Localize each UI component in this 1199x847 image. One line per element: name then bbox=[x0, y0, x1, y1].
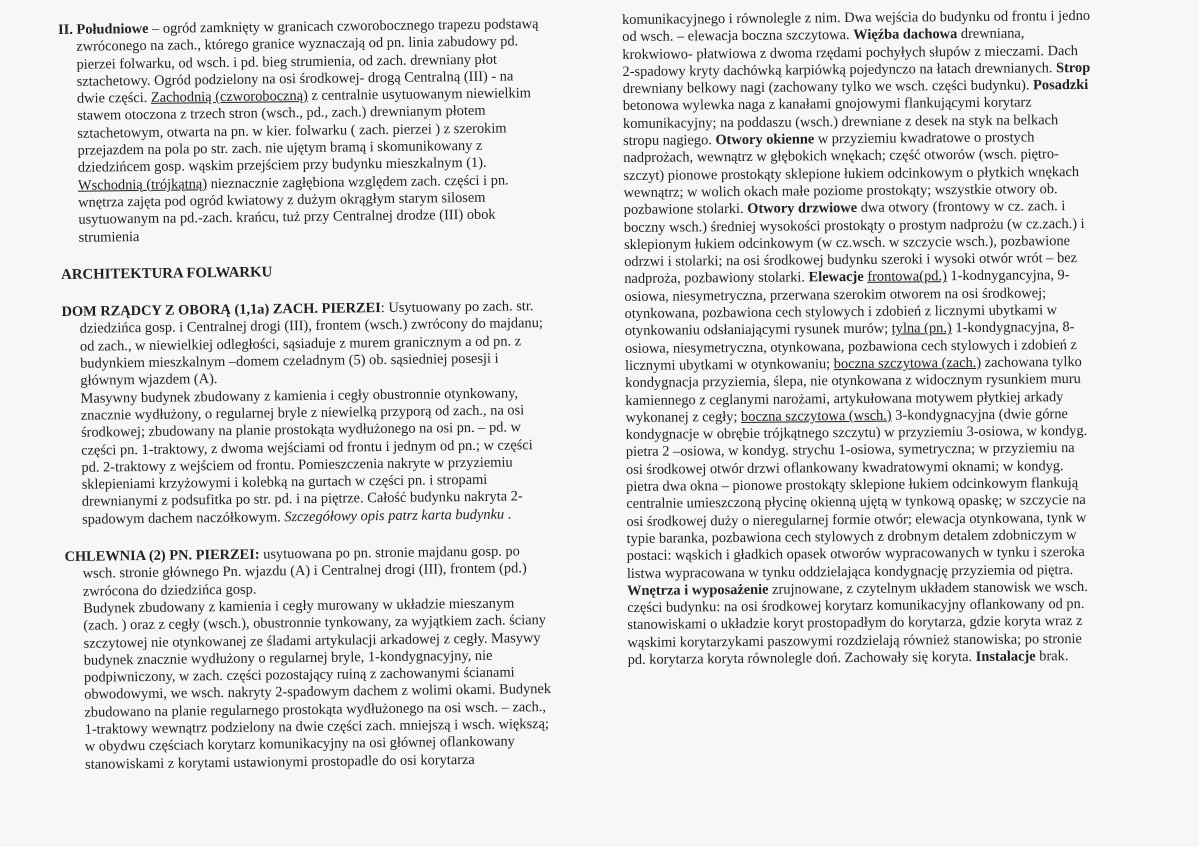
text: osi środkowej duży o nieregularnej formie otwór; elewacja otynkowana, tynk w bbox=[626, 509, 1087, 530]
text-line: Masywny budynek zbudowany z kamienia i cegły obustronnie otynkowany, bbox=[80, 385, 519, 407]
text-line: od zach., w niewielkiej odległości, sąsiaduje z murem granicznym a od pn. z bbox=[79, 333, 522, 355]
text: pozbawione stolarki. bbox=[623, 201, 748, 219]
text: spadowym dachem naczółkowym. bbox=[81, 508, 285, 528]
text-line: budynek znacznie wydłużony o regularnej bryle, 1-kondygnacyjny, nie bbox=[83, 647, 493, 669]
text: krokwiowo- płatwiowa z dwoma rzędami pochyłych słupów z mieczami. Dach bbox=[622, 42, 1078, 63]
text: wykonanej z cegły; bbox=[625, 408, 742, 426]
text-line: wnętrza zajęta pod ogród kwiatowy z dużym okrągłym starym silosem bbox=[78, 189, 486, 211]
text: drewniany belkowy nagi (zachowany tylko we wsch. części budynku). bbox=[622, 77, 1034, 98]
text: pd. korytarza koryta równolegle doń. Zachowały się koryta. bbox=[627, 648, 976, 668]
underlined-term: boczna szczytowa (wsch.) bbox=[740, 407, 892, 425]
text: nieznacznie zagłębiona względem zach. części i pn. bbox=[206, 172, 509, 192]
text: stanowiskami o układzie koryt prostopadłym do korytarza, gdzie koryta wraz z bbox=[627, 613, 1083, 634]
text-line: zwróconego na zach., którego granice wyznaczają od pn. linia zabudowy pd. bbox=[76, 33, 519, 56]
text: 3-kondygnacyjna (dwie górne bbox=[891, 405, 1068, 424]
text: 1-kodnygancyjna, 9- bbox=[946, 267, 1070, 285]
text: sklepionym łukiem odcinkowym (w cz.wsch. w szczycie wsch.), pozbawione bbox=[623, 232, 1071, 253]
section-heading: ARCHITEKTURA FOLWARKU bbox=[60, 264, 273, 283]
text: w przyziemiu kwadratowe o prostych bbox=[814, 129, 1035, 148]
text: pietra 2 –osiowa, w kondyg. strychu 1-osiowa, symetryczna; w przyziemiu na bbox=[625, 440, 1075, 461]
right-column bbox=[622, 7, 1150, 669]
poludniowe-body bbox=[58, 33, 592, 247]
text-line: części pn. 1-traktowy, z dwoma wejściami od frontu i jednym od pn.; w części bbox=[81, 436, 533, 459]
text: 1-kondygnacyjna, 8- bbox=[951, 319, 1075, 337]
left-column bbox=[58, 16, 599, 774]
text: centralnie umieszczoną płycinę okienną ujętą w tynkową opaskę; w szczycie na bbox=[626, 492, 1086, 513]
text-line: stawem otoczona z trzech stron (wsch., pd., zach.) drewnianym płotem bbox=[77, 103, 486, 125]
text: z centralnie usytuowanym niewielkim bbox=[307, 85, 531, 105]
underlined-term: tylna (pn.) bbox=[891, 320, 952, 338]
text-line: podpiwniczony, w zach. części pozostający ruiną z zachowanymi ścianami bbox=[83, 664, 515, 686]
text-line: 1-traktowy wewnątrz podzielony na dwie części zach. mniejszą i wsch. większą; bbox=[84, 716, 550, 738]
text: odrzwi i stolarki; na osi środkowej budynku szeroki i wysoki otwór wrót – bez bbox=[624, 250, 1078, 271]
text-line: (zach. ) oraz z cegły (wsch.), obustronnie tynkowany, za wyjątkiem zach. ściany bbox=[83, 612, 547, 634]
text-line: zwrócona do dziedzińca gosp. bbox=[82, 581, 257, 600]
dom-title: DOM RZĄDCY Z OBORĄ (1,1a) ZACH. PIERZEI bbox=[61, 300, 381, 321]
text: kondygnacje w obrębie trójkątnego szczytu) w przyziemiu 3-osiowa, w kondyg. bbox=[625, 423, 1088, 444]
text-line: dziedzińcem gosp. wąskim przejściem przy budynku mieszkalnym (1). bbox=[77, 155, 487, 177]
text-line: pierzei folwarku, od wsch. i pd. bieg strumienia, od zach. drewniany płot bbox=[76, 51, 497, 73]
text-line: sztachetowy. Ogród podzielony na osi środkowej- drogą Centralną (III) - na bbox=[76, 68, 514, 90]
text-line: szczytowej nie otynkowanej ze śladami artykulacji arkadowej z cegły. Masywy bbox=[83, 629, 541, 652]
zachodnia-label: Zachodnią (czworoboczną) bbox=[150, 88, 308, 107]
chlewnia-body bbox=[65, 560, 599, 774]
text-line: drewnianymi z podsufitka po str. pd. i na piętrze. Całość budynku nakryta 2- bbox=[81, 488, 523, 511]
text: : Usytuowany po zach. str. bbox=[380, 298, 534, 317]
text-line: sztachetowym, otwarta na pn. w kier. folwarku ( zach. pierzei ) z szerokim bbox=[77, 120, 507, 142]
detail-reference: Szczegółowy opis patrz karta budynku bbox=[284, 506, 505, 525]
text: komunikacyjny; na poddaszu (wsch.) drewniane z desek na styk na belkach bbox=[622, 111, 1059, 132]
text: zachowana tylko bbox=[981, 353, 1082, 371]
text: stropu nagiego. bbox=[623, 132, 716, 150]
text-line: w obydwu częściach korytarz komunikacyjny na osi głównej oflankowany bbox=[84, 733, 515, 756]
text: . bbox=[504, 506, 512, 523]
text: wewnątrz; w wolich okach małe poziome prostokąty; wszystkie otwory ob. bbox=[623, 181, 1058, 201]
text: postaci: wąskich i gładkich opasek otworów wypracowanych w tynku i szeroka bbox=[626, 544, 1085, 565]
text-line: strumienia bbox=[78, 228, 140, 246]
text-line: obwodowymi, we wsch. nakryty 2-spadowym dachem z wolimi okami. Budynek bbox=[84, 681, 552, 704]
text: szczyt) pionowe prostokąty sklepione łukiem odcinkowym o płytkich wnękach bbox=[623, 163, 1080, 184]
text: betonowa wylewka naga z kanałami gnojowymi flankującymi korytarz bbox=[622, 94, 1032, 115]
text: komunikacyjnego i równolegle z nim. Dwa wejścia do budynku od frontu i jedno bbox=[622, 7, 1091, 28]
paragraph-dom-rzadcy bbox=[61, 298, 596, 529]
text-line: wsch. stronie głównego Pn. wjazdu (A) i Centralnej drogi (III), frontem (pd.) bbox=[82, 560, 527, 583]
text-line: zbudowano na planie regularnego prostokąta wydłużonego na osi wsch. – zach., bbox=[84, 698, 547, 721]
text: typie baranka, pozbawiona cech stylowych z drobnym detalem zdobniczym w bbox=[626, 526, 1077, 547]
underlined-term: boczna szczytowa (zach.) bbox=[833, 354, 982, 373]
text: dwie części. bbox=[76, 90, 148, 107]
text: – ogród zamknięty w granicach czworobocznego trapezu podstawą bbox=[148, 16, 539, 37]
text: drewniana, bbox=[957, 25, 1025, 43]
text: osiowa, niesymetryczna, przerwana szerokim otworem na osi środkowej; bbox=[624, 285, 1047, 305]
text-line: znacznie wydłużony, o regularnej bryle z niewielką przyporą od zach., na osi bbox=[80, 402, 525, 424]
text: od wsch. – elewacja boczna szczytowa. bbox=[622, 27, 854, 46]
bold-term: Otwory drzwiowe bbox=[747, 200, 858, 218]
text: części budynku: na osi środkowej korytarz komunikacyjny oflankowany od pn. bbox=[627, 596, 1085, 617]
text: otynkowana, pozbawiona cech stylowych i zdobień z licznymi ubytkami w bbox=[624, 302, 1058, 323]
text: listwa wypracowana w tynku oddzielająca kondygnację przyziemia od piętra. bbox=[626, 561, 1074, 582]
text-line: przejazdem na pola po str. zach. nie ujętym bramą i skomunikowany z bbox=[77, 137, 483, 159]
text-line: budynkiem mieszkalnym –domem czeladnym (5) ob. sąsiedniej posesji i bbox=[80, 350, 499, 372]
text: osiowa, niesymetryczna, otynkowana, pozbawiona cech stylowych i zdobień z bbox=[624, 336, 1077, 357]
text-line: pd. 2-traktowy z wejściem od frontu. Pomieszczenia nakryte w przyziemiu bbox=[81, 454, 513, 476]
text: usytuowana po pn. stronie majdanu gosp. po bbox=[259, 543, 520, 563]
dom-body bbox=[62, 315, 596, 529]
text: dwa otwory (frontowy w cz. zach. i bbox=[857, 198, 1066, 217]
bold-term: Instalacje bbox=[975, 648, 1036, 665]
text: licznymi ubytkami w otynkowaniu; bbox=[625, 356, 834, 374]
text: kamiennego z ceglanymi narożami, artykułowana motywem płytkiej arkady bbox=[625, 388, 1064, 409]
text-line: sklepieniami krzyżowymi i kolebką na gurtach w części pn. i stropami bbox=[81, 471, 488, 493]
text-line: usytuowanym na pd.-zach. krańcu, tuż przy Centralnej drodze (III) obok bbox=[78, 206, 496, 229]
poludniowe-label: II. Południowe bbox=[58, 20, 149, 38]
bold-term: Elewacje bbox=[808, 269, 864, 286]
text-line: Budynek zbudowany z kamienia i cegły murowany w układzie mieszanym bbox=[83, 595, 515, 617]
paragraph-poludniowe bbox=[58, 16, 593, 247]
text: 2-spadowy kryty dachówką karpiówką pojedynczo na łatach drewnianych. bbox=[622, 60, 1057, 80]
text: zrujnowane, z czytelnym układem stanowisk we wsch. bbox=[768, 578, 1088, 598]
text: pietra dwa okna – pionowe prostokąty sklepione łukiem odcinkowym flankują bbox=[626, 475, 1079, 495]
text: nadproża, pozbawiony stolarki. bbox=[624, 269, 809, 288]
text: osi środkowej otwór drzwi oflankowany kwadratowymi oknami; w kondyg. bbox=[625, 457, 1064, 478]
text: nadprożach, wewnątrz w głębokich wnękach; część otworów (wsch. piętro- bbox=[623, 146, 1059, 167]
bold-term: Otwory okienne bbox=[715, 131, 815, 149]
bold-term: Strop bbox=[1056, 59, 1091, 77]
text: wąskimi korytarzykami paszowymi rozdzielają również stanowiska; po stronie bbox=[627, 630, 1082, 651]
chlewnia-title: CHLEWNIA (2) PN. PIERZEI: bbox=[64, 546, 260, 565]
text-line: stanowiskami z korytami ustawionymi prostopadle do osi korytarza bbox=[84, 751, 475, 773]
bold-term: Posadzki bbox=[1033, 77, 1089, 94]
paragraph-chlewnia bbox=[64, 542, 599, 773]
text-line bbox=[628, 647, 1150, 669]
text-line: dziedzińca gosp. i Centralnej drogi (III), frontem (wsch.) zwrócony do majdanu; bbox=[79, 315, 543, 338]
text-line: głównym wjazdem (A). bbox=[80, 371, 218, 390]
bold-term: Więźba dachowa bbox=[853, 26, 958, 44]
underlined-term: frontowa(pd.) bbox=[867, 268, 947, 286]
text: kondygnacja przyziemia, ślepa, nie otynkowana z widocznym rysunkiem muru bbox=[625, 371, 1081, 392]
text-line: środkowej; zbudowany na planie prostokąta wydłużonego na osi pn. – pd. w bbox=[80, 419, 522, 441]
wschodnia-label: Wschodnią (trójkątną) bbox=[77, 175, 208, 194]
text: boczny wsch.) średniej wysokości prostokąty o prostym nadprożu (w cz.zach.) i bbox=[623, 215, 1085, 236]
text: otynkowaniu odsłaniającymi rysunek murów; bbox=[624, 321, 892, 340]
bold-term: Wnętrza i wyposażenie bbox=[626, 581, 769, 599]
text: brak. bbox=[1035, 648, 1069, 665]
